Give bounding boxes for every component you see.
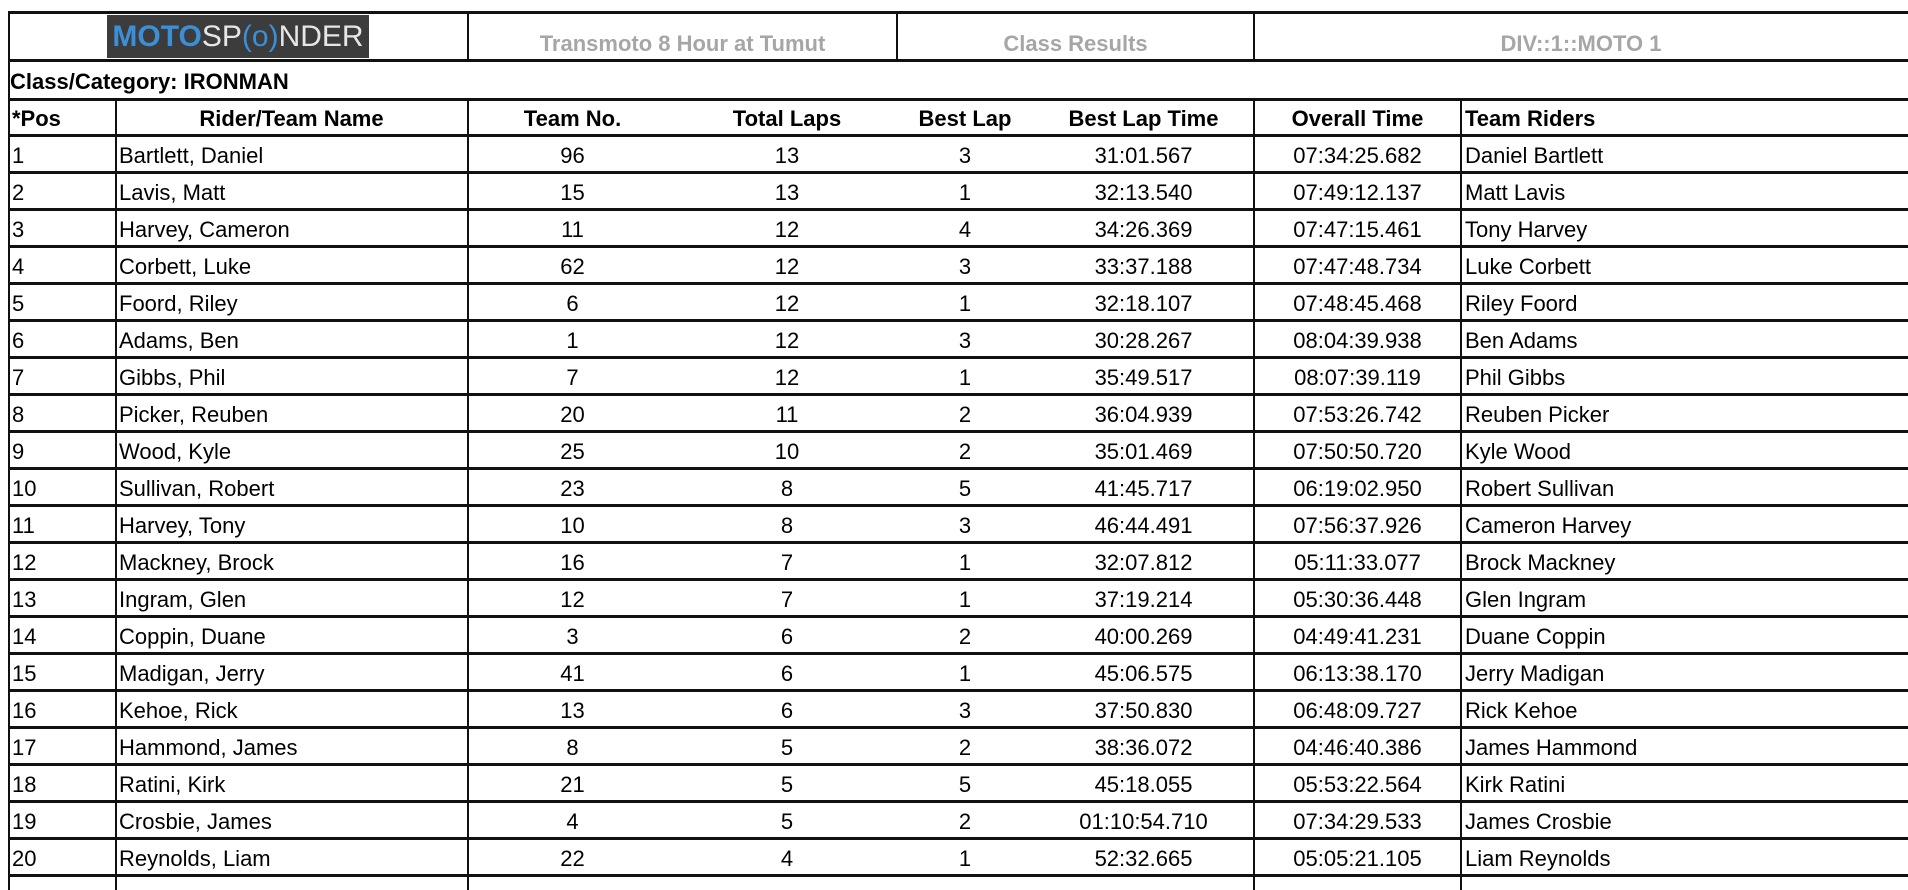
row-rule bbox=[8, 393, 1908, 396]
cell-overall-time: 07:49:12.137 bbox=[1293, 180, 1422, 205]
cell-pos: 3 bbox=[12, 217, 25, 242]
cell-total-laps: 12 bbox=[774, 217, 800, 242]
cell-team-riders: Cameron Harvey bbox=[1465, 513, 1632, 538]
row-rule bbox=[8, 467, 1908, 470]
cell-best-lap-time: 33:37.188 bbox=[1094, 254, 1193, 279]
cell-team-riders: Tony Harvey bbox=[1465, 217, 1588, 242]
row-rule bbox=[8, 837, 1908, 840]
cell-team-no: 1 bbox=[566, 328, 579, 353]
column-header-team-riders: Team Riders bbox=[1465, 106, 1596, 131]
cell-overall-time: 07:56:37.926 bbox=[1293, 513, 1422, 538]
cell-team-riders: Daniel Bartlett bbox=[1465, 143, 1604, 168]
cell-total-laps: 8 bbox=[780, 476, 794, 501]
column-header-total-laps: Total Laps bbox=[732, 106, 842, 131]
cell-rider-team-name: Ingram, Glen bbox=[119, 587, 247, 612]
cell-total-laps: 11 bbox=[775, 402, 799, 427]
logo-nder-text: NDER bbox=[278, 19, 364, 53]
column-divider bbox=[467, 98, 469, 890]
cell-pos: 10 bbox=[12, 476, 37, 501]
cell-total-laps: 7 bbox=[780, 550, 794, 575]
cell-best-lap: 2 bbox=[958, 624, 972, 649]
title-divider bbox=[896, 11, 898, 62]
row-rule bbox=[8, 800, 1908, 803]
cell-overall-time: 08:04:39.938 bbox=[1293, 328, 1422, 353]
cell-best-lap: 2 bbox=[958, 402, 972, 427]
cell-total-laps: 5 bbox=[780, 735, 794, 760]
cell-rider-team-name: Adams, Ben bbox=[119, 328, 239, 353]
cell-team-no: 3 bbox=[566, 624, 579, 649]
cell-best-lap: 3 bbox=[958, 698, 972, 723]
cell-rider-team-name: Lavis, Matt bbox=[119, 180, 226, 205]
cell-best-lap-time: 46:44.491 bbox=[1094, 513, 1193, 538]
row-rule bbox=[8, 319, 1908, 322]
row-rule bbox=[8, 171, 1908, 174]
cell-total-laps: 12 bbox=[774, 328, 800, 353]
cell-best-lap-time: 30:28.267 bbox=[1094, 328, 1193, 353]
column-divider bbox=[1460, 98, 1462, 890]
cell-team-no: 11 bbox=[561, 217, 584, 242]
cell-rider-team-name: Sullivan, Robert bbox=[119, 476, 275, 501]
cell-rider-team-name: Picker, Reuben bbox=[119, 402, 269, 427]
cell-team-no: 22 bbox=[560, 846, 585, 871]
row-rule bbox=[8, 726, 1908, 729]
cell-overall-time: 07:53:26.742 bbox=[1293, 402, 1422, 427]
title-left-border bbox=[8, 11, 10, 62]
cell-total-laps: 12 bbox=[774, 365, 800, 390]
cell-best-lap: 2 bbox=[958, 809, 972, 834]
cell-overall-time: 07:48:45.468 bbox=[1293, 291, 1422, 316]
cell-pos: 8 bbox=[12, 402, 25, 427]
column-header-overall-time: Overall Time bbox=[1291, 106, 1424, 131]
cell-best-lap: 4 bbox=[958, 217, 972, 242]
cell-team-no: 6 bbox=[566, 291, 579, 316]
cell-best-lap-time: 34:26.369 bbox=[1094, 217, 1193, 242]
cell-team-riders: Glen Ingram bbox=[1465, 587, 1587, 612]
row-rule bbox=[8, 245, 1908, 248]
cell-team-no: 41 bbox=[560, 661, 585, 686]
cell-pos: 1 bbox=[12, 143, 25, 168]
cell-overall-time: 07:47:48.734 bbox=[1293, 254, 1422, 279]
cell-team-riders: Matt Lavis bbox=[1465, 180, 1566, 205]
cell-best-lap: 1 bbox=[958, 661, 972, 686]
cell-total-laps: 8 bbox=[780, 513, 794, 538]
cell-overall-time: 05:05:21.105 bbox=[1293, 846, 1422, 871]
cell-team-riders: Reuben Picker bbox=[1465, 402, 1610, 427]
cell-team-riders: Rick Kehoe bbox=[1465, 698, 1578, 723]
cell-pos: 7 bbox=[12, 365, 25, 390]
cell-total-laps: 7 bbox=[780, 587, 794, 612]
cell-rider-team-name: Bartlett, Daniel bbox=[119, 143, 264, 168]
column-header-pos: *Pos bbox=[12, 106, 61, 131]
cell-rider-team-name: Harvey, Cameron bbox=[119, 217, 290, 242]
cell-best-lap: 1 bbox=[958, 846, 972, 871]
cell-rider-team-name: Foord, Riley bbox=[119, 291, 238, 316]
cell-best-lap: 2 bbox=[958, 735, 972, 760]
cell-pos: 15 bbox=[12, 661, 37, 686]
row-rule bbox=[8, 504, 1908, 507]
cell-overall-time: 05:11:33.077 bbox=[1294, 550, 1421, 575]
cell-best-lap-time: 37:19.214 bbox=[1094, 587, 1193, 612]
cell-team-no: 96 bbox=[560, 143, 585, 168]
cell-team-no: 20 bbox=[560, 402, 585, 427]
cell-total-laps: 6 bbox=[780, 698, 794, 723]
cell-total-laps: 10 bbox=[774, 439, 800, 464]
cell-best-lap-time: 52:32.665 bbox=[1094, 846, 1193, 871]
cell-pos: 18 bbox=[12, 772, 37, 797]
cell-total-laps: 5 bbox=[780, 809, 794, 834]
cell-team-no: 23 bbox=[560, 476, 585, 501]
cell-rider-team-name: Harvey, Tony bbox=[119, 513, 246, 538]
cell-pos: 5 bbox=[12, 291, 25, 316]
cell-team-no: 8 bbox=[566, 735, 579, 760]
cell-total-laps: 5 bbox=[780, 772, 794, 797]
motosponder-logo bbox=[107, 15, 369, 58]
cell-overall-time: 05:30:36.448 bbox=[1293, 587, 1422, 612]
cell-best-lap: 3 bbox=[958, 328, 972, 353]
cell-team-riders: Ben Adams bbox=[1465, 328, 1578, 353]
cell-team-no: 13 bbox=[560, 698, 585, 723]
cell-best-lap-time: 40:00.269 bbox=[1094, 624, 1193, 649]
cell-pos: 17 bbox=[12, 735, 37, 760]
cell-team-no: 12 bbox=[560, 587, 585, 612]
cell-team-riders: Duane Coppin bbox=[1465, 624, 1606, 649]
cell-best-lap-time: 38:36.072 bbox=[1094, 735, 1193, 760]
cell-total-laps: 4 bbox=[780, 846, 794, 871]
cell-total-laps: 13 bbox=[774, 143, 800, 168]
row-rule bbox=[8, 282, 1908, 285]
cell-overall-time: 07:34:29.533 bbox=[1293, 809, 1422, 834]
cell-pos: 20 bbox=[12, 846, 37, 871]
cell-best-lap-time: 41:45.717 bbox=[1094, 476, 1193, 501]
cell-best-lap-time: 32:13.540 bbox=[1094, 180, 1193, 205]
cell-best-lap: 3 bbox=[958, 143, 972, 168]
cell-best-lap: 1 bbox=[958, 291, 972, 316]
column-divider bbox=[1253, 98, 1255, 890]
row-rule bbox=[8, 652, 1908, 655]
cell-overall-time: 06:19:02.950 bbox=[1293, 476, 1422, 501]
row-rule bbox=[8, 208, 1908, 211]
division-title: DIV::1::MOTO 1 bbox=[1500, 31, 1662, 56]
cell-overall-time: 07:47:15.461 bbox=[1293, 217, 1422, 242]
cell-team-riders: Robert Sullivan bbox=[1465, 476, 1615, 501]
row-rule bbox=[8, 578, 1908, 581]
cell-best-lap-time: 45:18.055 bbox=[1094, 772, 1193, 797]
cell-best-lap: 3 bbox=[958, 513, 972, 538]
cell-overall-time: 06:13:38.170 bbox=[1293, 661, 1422, 686]
cell-team-no: 7 bbox=[566, 365, 579, 390]
row-rule bbox=[8, 615, 1908, 618]
cell-rider-team-name: Gibbs, Phil bbox=[119, 365, 226, 390]
title-divider bbox=[467, 11, 469, 62]
cell-rider-team-name: Crosbie, James bbox=[119, 809, 272, 834]
cell-best-lap: 2 bbox=[958, 439, 972, 464]
cell-best-lap: 1 bbox=[958, 550, 972, 575]
cell-team-no: 25 bbox=[560, 439, 585, 464]
cell-rider-team-name: Hammond, James bbox=[119, 735, 298, 760]
cell-team-riders: Liam Reynolds bbox=[1465, 846, 1611, 871]
cell-pos: 13 bbox=[12, 587, 37, 612]
logo-sp-text: SP bbox=[201, 19, 242, 53]
cell-team-no: 4 bbox=[566, 809, 579, 834]
cell-rider-team-name: Mackney, Brock bbox=[119, 550, 274, 575]
cell-best-lap-time: 35:01.469 bbox=[1094, 439, 1193, 464]
cell-pos: 19 bbox=[12, 809, 37, 834]
cell-pos: 4 bbox=[12, 254, 25, 279]
row-rule bbox=[8, 689, 1908, 692]
column-header-best-lap-time: Best Lap Time bbox=[1068, 106, 1219, 131]
cell-total-laps: 6 bbox=[780, 624, 794, 649]
cell-pos: 16 bbox=[12, 698, 37, 723]
cell-rider-team-name: Kehoe, Rick bbox=[119, 698, 238, 723]
cell-team-riders: Brock Mackney bbox=[1465, 550, 1616, 575]
logo-moto-text: MOTO bbox=[112, 19, 202, 53]
class-row-bottom-rule bbox=[8, 98, 1908, 101]
cell-best-lap-time: 36:04.939 bbox=[1094, 402, 1193, 427]
cell-overall-time: 06:48:09.727 bbox=[1293, 698, 1422, 723]
cell-best-lap-time: 35:49.517 bbox=[1094, 365, 1193, 390]
cell-total-laps: 6 bbox=[780, 661, 794, 686]
cell-overall-time: 05:53:22.564 bbox=[1293, 772, 1422, 797]
cell-total-laps: 12 bbox=[774, 291, 800, 316]
row-rule bbox=[8, 874, 1908, 877]
row-rule bbox=[8, 356, 1908, 359]
cell-team-no: 62 bbox=[560, 254, 585, 279]
cell-rider-team-name: Madigan, Jerry bbox=[119, 661, 265, 686]
cell-team-no: 15 bbox=[560, 180, 585, 205]
cell-overall-time: 07:34:25.682 bbox=[1293, 143, 1422, 168]
cell-best-lap: 3 bbox=[958, 254, 972, 279]
cell-team-riders: Riley Foord bbox=[1465, 291, 1578, 316]
cell-overall-time: 08:07:39.119 bbox=[1294, 365, 1421, 390]
cell-pos: 2 bbox=[12, 180, 25, 205]
cell-best-lap-time: 32:18.107 bbox=[1094, 291, 1193, 316]
cell-pos: 14 bbox=[12, 624, 37, 649]
column-header-team-no: Team No. bbox=[523, 106, 622, 131]
cell-best-lap: 5 bbox=[958, 772, 972, 797]
cell-pos: 9 bbox=[12, 439, 25, 464]
cell-team-no: 10 bbox=[560, 513, 585, 538]
cell-rider-team-name: Corbett, Luke bbox=[119, 254, 252, 279]
title-divider bbox=[1253, 11, 1255, 62]
cell-pos: 6 bbox=[12, 328, 25, 353]
cell-best-lap-time: 45:06.575 bbox=[1094, 661, 1193, 686]
column-header-best-lap: Best Lap bbox=[918, 106, 1012, 131]
cell-team-riders: Luke Corbett bbox=[1465, 254, 1591, 279]
title-top-rule bbox=[8, 11, 1908, 14]
row-rule bbox=[8, 430, 1908, 433]
cell-pos: 12 bbox=[12, 550, 37, 575]
row-rule bbox=[8, 763, 1908, 766]
cell-pos: 11 bbox=[12, 513, 35, 538]
title-bottom-rule bbox=[8, 59, 1908, 62]
cell-best-lap: 1 bbox=[958, 180, 972, 205]
cell-team-riders: James Crosbie bbox=[1465, 809, 1612, 834]
cell-overall-time: 04:46:40.386 bbox=[1293, 735, 1422, 760]
cell-best-lap: 1 bbox=[958, 587, 972, 612]
cell-best-lap: 1 bbox=[958, 365, 972, 390]
class-category-label: Class/Category: IRONMAN bbox=[10, 69, 289, 94]
cell-overall-time: 07:50:50.720 bbox=[1293, 439, 1422, 464]
cell-total-laps: 12 bbox=[774, 254, 800, 279]
cell-team-no: 16 bbox=[560, 550, 585, 575]
column-divider bbox=[8, 98, 10, 890]
cell-rider-team-name: Reynolds, Liam bbox=[119, 846, 271, 871]
cell-team-riders: James Hammond bbox=[1465, 735, 1638, 760]
cell-team-riders: Jerry Madigan bbox=[1465, 661, 1605, 686]
cell-team-riders: Kyle Wood bbox=[1465, 439, 1571, 464]
cell-best-lap-time: 01:10:54.710 bbox=[1079, 809, 1208, 834]
cell-overall-time: 04:49:41.231 bbox=[1293, 624, 1422, 649]
cell-best-lap-time: 31:01.567 bbox=[1094, 143, 1193, 168]
cell-rider-team-name: Ratini, Kirk bbox=[119, 772, 226, 797]
cell-total-laps: 13 bbox=[774, 180, 800, 205]
column-divider bbox=[115, 98, 117, 890]
cell-best-lap: 5 bbox=[958, 476, 972, 501]
row-rule bbox=[8, 541, 1908, 544]
event-title: Transmoto 8 Hour at Tumut bbox=[539, 31, 826, 56]
cell-best-lap-time: 37:50.830 bbox=[1094, 698, 1193, 723]
report-title: Class Results bbox=[1003, 31, 1148, 56]
logo-signal-mark: (o) bbox=[241, 19, 279, 53]
logo-sponder-text bbox=[202, 20, 364, 54]
class-row-left-border bbox=[8, 59, 10, 100]
column-header-rider-team-name: Rider/Team Name bbox=[199, 106, 384, 131]
cell-team-riders: Phil Gibbs bbox=[1465, 365, 1566, 390]
cell-team-no: 21 bbox=[560, 772, 585, 797]
cell-team-riders: Kirk Ratini bbox=[1465, 772, 1566, 797]
cell-best-lap-time: 32:07.812 bbox=[1094, 550, 1193, 575]
cell-rider-team-name: Wood, Kyle bbox=[119, 439, 232, 464]
cell-rider-team-name: Coppin, Duane bbox=[119, 624, 266, 649]
header-row-bottom-rule bbox=[8, 134, 1908, 137]
